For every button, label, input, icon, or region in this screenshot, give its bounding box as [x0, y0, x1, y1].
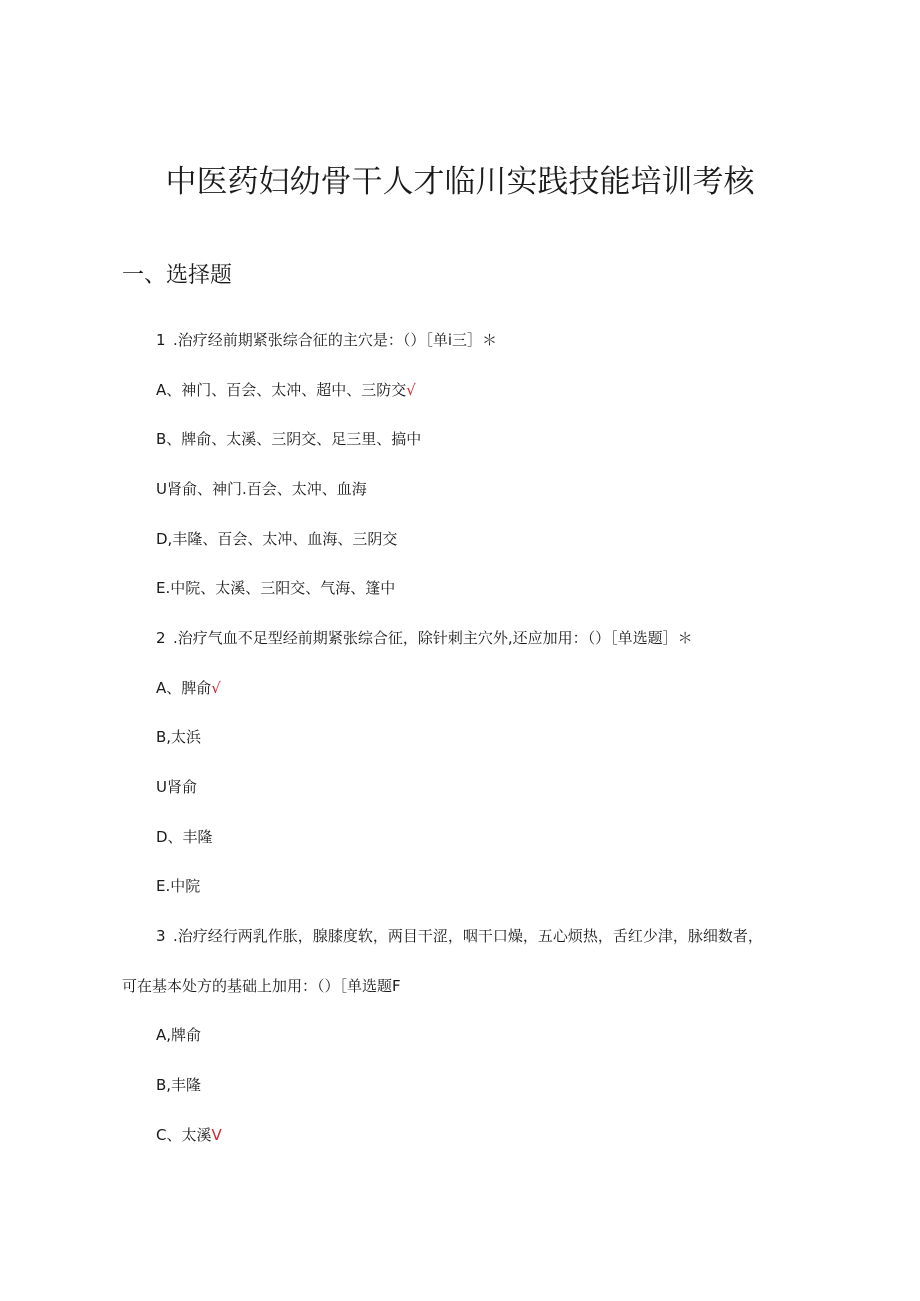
question-2-option-b: [156, 726, 201, 748]
question-3-stem: 3 .治疗经行两乳作胀，腺膝度软，两目干涩，咽干口燥，五心烦热，舌红少津，脉细数者，: [156, 927, 763, 945]
correct-answer-mark: √: [211, 679, 221, 697]
correct-answer-mark: V: [211, 1126, 222, 1144]
question-1-option-a: [156, 379, 416, 401]
question-3-option-c: [156, 1124, 222, 1146]
question-3-stem-continued: 可在基本处方的基础上加用：（）［单选题F: [122, 977, 401, 995]
option-text: A、脾俞: [156, 679, 212, 697]
question-2-option-d: [156, 826, 213, 848]
page-title: 中医药妇幼骨干人才临川实践技能培训考核: [165, 164, 755, 200]
question-2-stem: 2 .治疗气血不足型经前期紧张综合征，除针刺主穴外,还应加用：（）［单选题］＊: [156, 629, 693, 647]
option-text: A,牌俞: [156, 1026, 202, 1044]
question-2-option-e: [156, 875, 200, 897]
option-text: B,太浜: [156, 728, 202, 746]
option-text: A、神门、百会、太冲、超中、三防交: [156, 381, 407, 399]
correct-answer-mark: √: [406, 381, 416, 399]
option-text: U肾俞: [156, 778, 197, 796]
question-3-option-a: [156, 1024, 201, 1046]
option-text: B,丰隆: [156, 1076, 202, 1094]
question-2-option-c: [156, 776, 197, 798]
option-text: D、丰隆: [156, 828, 213, 846]
question-1-option-d: [156, 528, 397, 550]
question-3-option-b: [156, 1074, 201, 1096]
question-1-option-e: [156, 577, 395, 599]
option-text: B、牌俞、太溪、三阴交、足三里、搞中: [156, 430, 422, 448]
question-1-option-c: [156, 478, 367, 500]
question-2-option-a: [156, 677, 221, 699]
question-1-option-b: [156, 428, 421, 450]
option-text: E.中院、太溪、三阳交、气海、篷中: [156, 579, 396, 597]
option-text: D,丰隆、百会、太冲、血海、三阴交: [156, 530, 398, 548]
option-text: C、太溪: [156, 1126, 212, 1144]
option-text: E.中院: [156, 877, 201, 895]
section-heading: 一、选择题: [122, 263, 233, 288]
question-1-stem: 1 .治疗经前期紧张综合征的主穴是：（）［单i三］＊: [156, 331, 497, 349]
option-text: U肾俞、神门.百会、太冲、血海: [156, 480, 367, 498]
